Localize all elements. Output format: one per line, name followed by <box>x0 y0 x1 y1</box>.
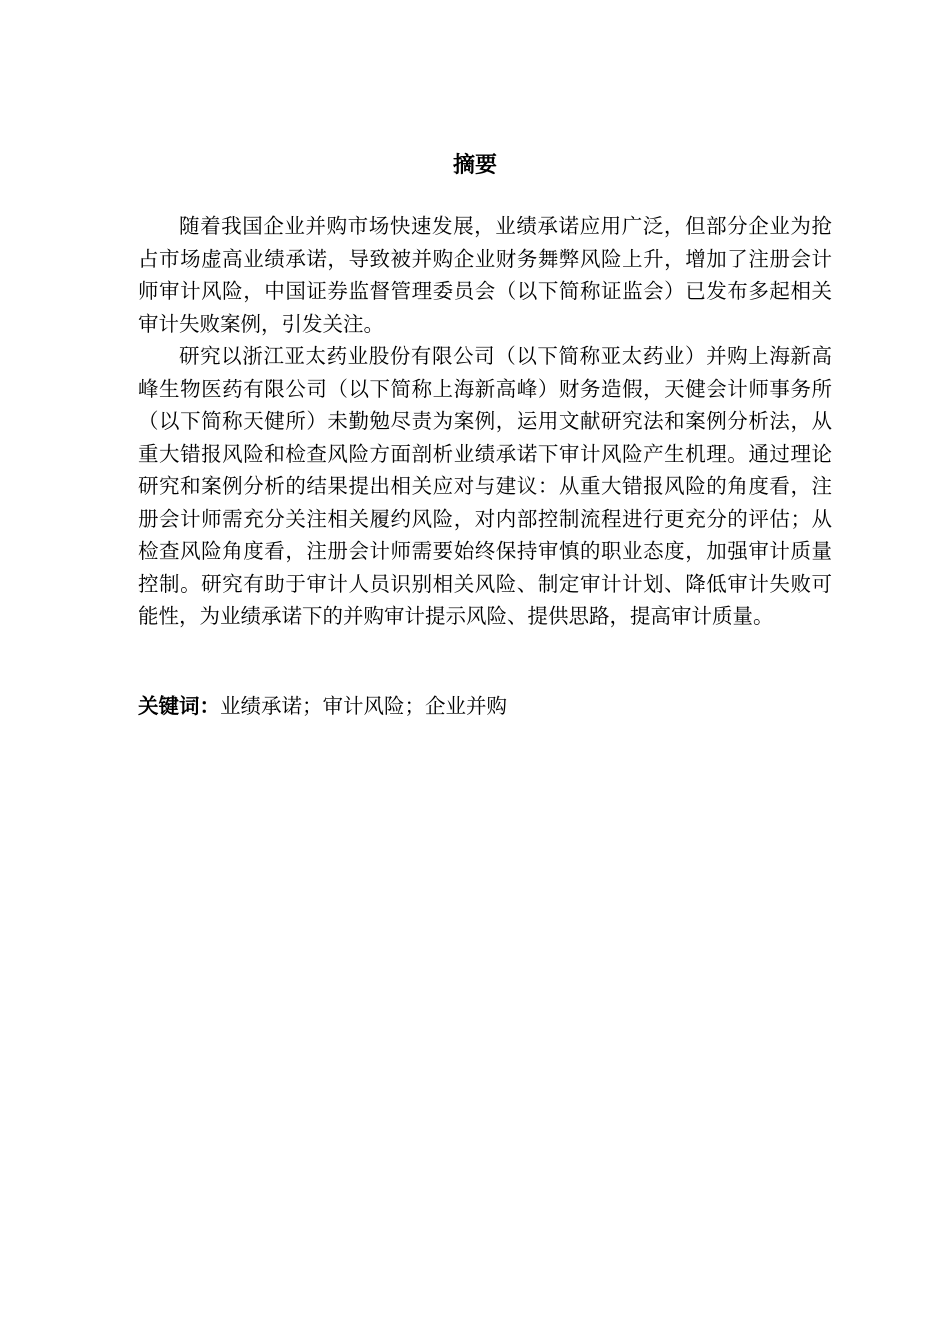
abstract-paragraph-2: 研究以浙江亚太药业股份有限公司（以下简称亚太药业）并购上海新高峰生物医药有限公司（以下简称上海新高峰）财务造假，天健会计师事务所（以下简称天健所）未勤勉尽责为案例，运用文献研究法和案例分析法，从重大错报风险和检查风险方面剖析业绩承诺下审计风险产生机理。通过理论研究和案例分析的结果提出相关应对与建议：从重大错报风险的角度看，注册会计师需充分关注相关履约风险，对内部控制流程进行更充分的评估；从检查风险角度看，注册会计师需要始终保持审慎的职业态度，加强审计质量控制。研究有助于审计人员识别相关风险、制定审计计划、降低审计失败可能性，为业绩承诺下的并购审计提示风险、提供思路，提高审计质量。 <box>138 344 832 628</box>
abstract-title: 摘要 <box>452 153 497 178</box>
abstract-body <box>138 210 832 633</box>
keywords-label: 关键词： <box>138 694 220 718</box>
abstract-paragraph-1: 随着我国企业并购市场快速发展，业绩承诺应用广泛，但部分企业为抢占市场虚高业绩承诺，导致被并购企业财务舞弊风险上升，增加了注册会计师审计风险，中国证券监督管理委员会（以下简称证监会）已发布多起相关审计失败案例，引发关注。 <box>138 214 832 336</box>
keywords-value: 业绩承诺；审计风险；企业并购 <box>220 694 507 718</box>
keywords-line <box>138 690 832 722</box>
